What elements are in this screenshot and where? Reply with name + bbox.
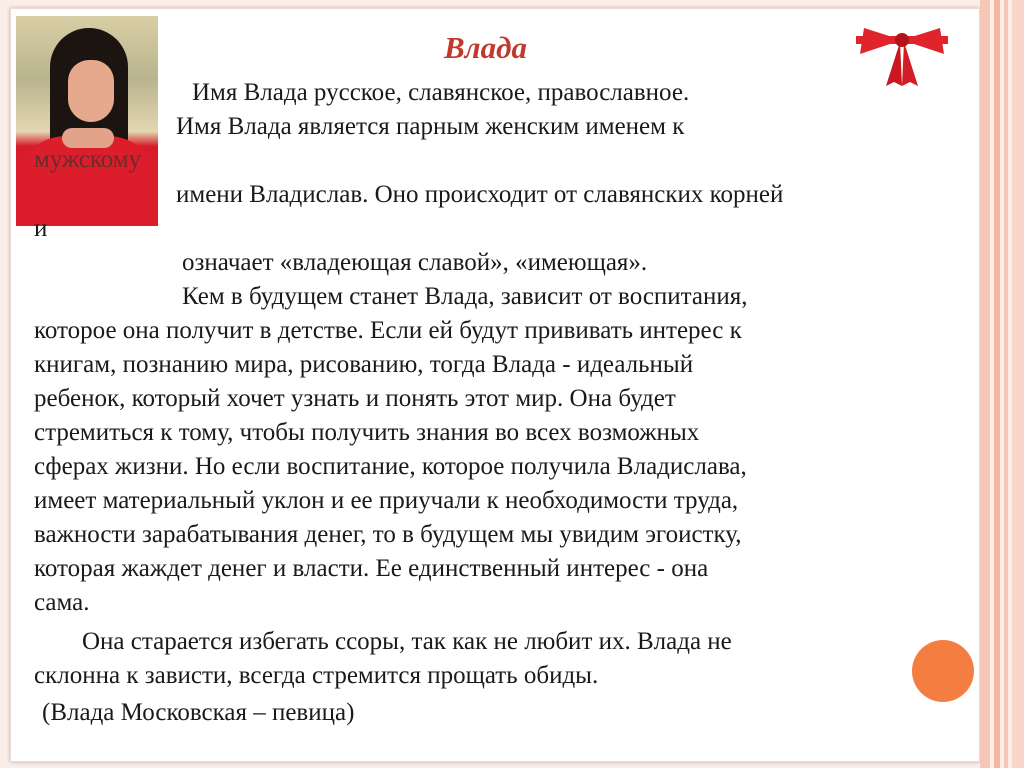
text-line: которое она получит в детстве. Если ей будут прививать интерес к	[34, 317, 742, 344]
text-line: означает «владеющая славой», «имеющая».	[182, 249, 648, 276]
text-line: (Влада Московская – певица)	[42, 699, 355, 726]
text-line: склонна к зависти, всегда стремится прощать обиды.	[34, 662, 599, 689]
text-line: Она старается избегать ссоры, так как не любит их. Влада не	[82, 628, 732, 655]
text-line: сферах жизни. Но если воспитание, которое получила Владислава,	[34, 453, 747, 480]
text-line: Кем в будущем станет Влада, зависит от воспитания,	[182, 283, 748, 310]
text-line: которая жаждет денег и власти. Ее единственный интерес - она	[34, 555, 709, 582]
text-line: ребенок, который хочет узнать и понять этот мир. Она будет	[34, 385, 676, 412]
text-line: Имя Влада русское, славянское, православное.	[192, 79, 690, 106]
text-line: Имя Влада является парным женским именем к	[176, 113, 685, 140]
red-ribbon-bow-icon	[856, 28, 948, 88]
text-line: книгам, познанию мира, рисованию, тогда Влада - идеальный	[34, 351, 694, 378]
portrait-photo	[16, 16, 158, 226]
decor-stripe	[980, 0, 990, 768]
accent-circle	[912, 640, 974, 702]
text-line: и	[34, 215, 48, 242]
decor-stripe	[1004, 0, 1008, 768]
text-line: важности зарабатывания денег, то в будущем мы увидим эгоистку,	[34, 521, 742, 548]
slide-title: Влада	[444, 30, 527, 65]
text-line: имени Владислав. Оно происходит от славянских корней	[176, 181, 784, 208]
decor-stripe	[994, 0, 1000, 768]
text-line: стремиться к тому, чтобы получить знания во всех возможных	[34, 419, 700, 446]
text-line: мужскому	[34, 146, 142, 173]
text-line: имеет материальный уклон и ее приучали к необходимости труда,	[34, 487, 739, 514]
text-line: сама.	[34, 589, 90, 616]
decor-stripe	[1012, 0, 1024, 768]
